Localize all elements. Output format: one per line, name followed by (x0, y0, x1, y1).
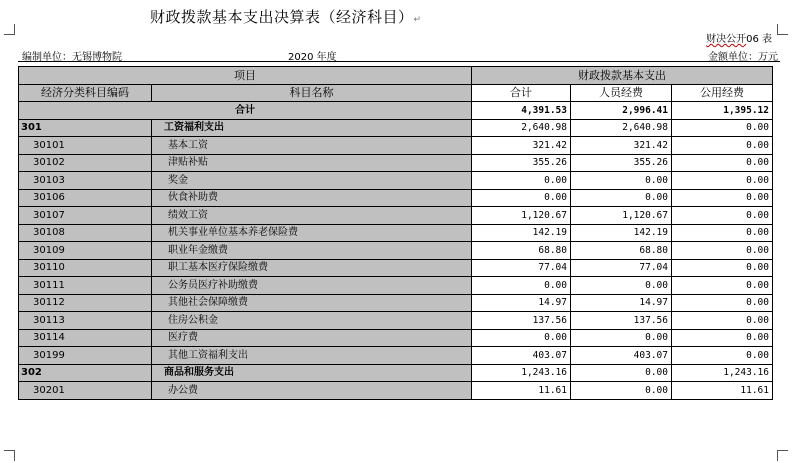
document-title (150, 6, 422, 27)
cell-code: 30111 (19, 277, 152, 295)
header-total: 合计 (472, 84, 571, 102)
cell-public: 0.00 (672, 154, 773, 172)
table-row (19, 154, 773, 172)
cell-code: 30199 (19, 347, 152, 365)
table-row (19, 172, 773, 190)
cell-personnel: 355.26 (571, 154, 672, 172)
cell-public: 0.00 (672, 294, 773, 312)
cell-public: 1,243.16 (672, 364, 773, 382)
cell-personnel: 321.42 (571, 137, 672, 155)
cell-name: 职工基本医疗保险缴费 (152, 259, 472, 277)
cell-total: 403.07 (472, 347, 571, 365)
cell-public: 0.00 (672, 259, 773, 277)
cell-name: 商品和服务支出 (152, 364, 472, 382)
cell-code: 30108 (19, 224, 152, 242)
cell-total: 0.00 (472, 172, 571, 190)
cell-code: 30109 (19, 242, 152, 260)
cell-public: 0.00 (672, 137, 773, 155)
cell-name: 其他社会保障缴费 (152, 294, 472, 312)
crop-mark-top-left (4, 24, 15, 35)
cell-total: 0.00 (472, 277, 571, 295)
crop-mark-top-right (777, 24, 788, 35)
cell-total: 142.19 (472, 224, 571, 242)
cell-code: 30201 (19, 382, 152, 400)
cell-personnel: 0.00 (571, 277, 672, 295)
cell-code: 30102 (19, 154, 152, 172)
cell-name: 医疗费 (152, 329, 472, 347)
cell-code: 30114 (19, 329, 152, 347)
crop-mark-bottom-right (777, 450, 788, 461)
table-row (19, 312, 773, 330)
cell-total: 137.56 (472, 312, 571, 330)
cell-public: 0.00 (672, 119, 773, 137)
cell-total: 355.26 (472, 154, 571, 172)
cell-total: 68.80 (472, 242, 571, 260)
cell-name: 住房公积金 (152, 312, 472, 330)
cell-name: 奖金 (152, 172, 472, 190)
paragraph-mark-icon: ↵ (413, 15, 422, 25)
table-row (19, 119, 773, 137)
divider (18, 61, 780, 62)
cell-personnel: 137.56 (571, 312, 672, 330)
fiscal-year: 2020 年度 (288, 52, 337, 63)
cell-code: 302 (19, 364, 152, 382)
amount-unit: 金额单位：万元 (708, 52, 778, 63)
cell-total: 77.04 (472, 259, 571, 277)
cell-name: 伙食补助费 (152, 189, 472, 207)
cell-total: 1,120.67 (472, 207, 571, 225)
cell-total: 2,640.98 (472, 119, 571, 137)
table-row (19, 347, 773, 365)
table-row (19, 137, 773, 155)
header-code: 经济分类科目编码 (19, 84, 152, 102)
cell-code: 30112 (19, 294, 152, 312)
cell-personnel: 2,640.98 (571, 119, 672, 137)
table-row (19, 242, 773, 260)
cell-name: 基本工资 (152, 137, 472, 155)
cell-public: 0.00 (672, 329, 773, 347)
cell-total: 14.97 (472, 294, 571, 312)
header-name: 科目名称 (152, 84, 472, 102)
cell-public: 0.00 (672, 224, 773, 242)
title-text: 财政拨款基本支出决算表（经济科目） (150, 8, 414, 26)
cell-personnel: 77.04 (571, 259, 672, 277)
cell-personnel: 0.00 (571, 172, 672, 190)
crop-mark-bottom-left (4, 450, 15, 461)
total-personnel: 2,996.41 (571, 102, 672, 120)
cell-total: 0.00 (472, 189, 571, 207)
cell-total: 321.42 (472, 137, 571, 155)
table-row (19, 224, 773, 242)
cell-personnel: 1,120.67 (571, 207, 672, 225)
cell-code: 30106 (19, 189, 152, 207)
table-row (19, 294, 773, 312)
table-row (19, 277, 773, 295)
cell-code: 30110 (19, 259, 152, 277)
header-personnel: 人员经费 (571, 84, 672, 102)
cell-personnel: 68.80 (571, 242, 672, 260)
cell-personnel: 0.00 (571, 329, 672, 347)
cell-name: 职业年金缴费 (152, 242, 472, 260)
table-row (19, 207, 773, 225)
cell-total: 0.00 (472, 329, 571, 347)
table-row (19, 189, 773, 207)
cell-name: 津贴补贴 (152, 154, 472, 172)
cell-public: 0.00 (672, 189, 773, 207)
cell-total: 11.61 (472, 382, 571, 400)
cell-name: 其他工资福利支出 (152, 347, 472, 365)
table-row (19, 329, 773, 347)
cell-code: 30103 (19, 172, 152, 190)
cell-name: 机关事业单位基本养老保险费 (152, 224, 472, 242)
cell-personnel: 14.97 (571, 294, 672, 312)
cell-code: 30113 (19, 312, 152, 330)
cell-personnel: 0.00 (571, 189, 672, 207)
cell-personnel: 142.19 (571, 224, 672, 242)
cell-name: 工资福利支出 (152, 119, 472, 137)
cell-name: 公务员医疗补助缴费 (152, 277, 472, 295)
table-row (19, 382, 773, 400)
cell-public: 0.00 (672, 172, 773, 190)
table-row (19, 364, 773, 382)
cell-name: 绩效工资 (152, 207, 472, 225)
form-number (706, 30, 772, 45)
cell-public: 11.61 (672, 382, 773, 400)
cell-public: 0.00 (672, 207, 773, 225)
cell-code: 30107 (19, 207, 152, 225)
cell-code: 30101 (19, 137, 152, 155)
header-row-1 (19, 67, 773, 85)
cell-public: 0.00 (672, 277, 773, 295)
total-row (19, 102, 773, 120)
cell-public: 0.00 (672, 347, 773, 365)
cell-public: 0.00 (672, 312, 773, 330)
cell-total: 1,243.16 (472, 364, 571, 382)
cell-personnel: 0.00 (571, 364, 672, 382)
cell-code: 301 (19, 119, 152, 137)
cell-name: 办公费 (152, 382, 472, 400)
header-row-2 (19, 84, 773, 102)
form-number-prefix: 财决公开 (706, 34, 747, 45)
meta-row (18, 48, 778, 62)
total-public: 1,395.12 (672, 102, 773, 120)
cell-personnel: 0.00 (571, 382, 672, 400)
cell-personnel: 403.07 (571, 347, 672, 365)
total-label: 合计 (19, 102, 472, 120)
header-project: 项目 (19, 67, 472, 85)
header-public: 公用经费 (672, 84, 773, 102)
expenditure-table (18, 66, 773, 400)
compiling-unit: 编制单位：无锡博物院 (22, 52, 122, 63)
total-amount: 4,391.53 (472, 102, 571, 120)
header-appropriation: 财政拨款基本支出 (472, 67, 773, 85)
cell-public: 0.00 (672, 242, 773, 260)
form-number-suffix: 06 表 (746, 34, 772, 45)
table-body (19, 119, 773, 399)
table-row (19, 259, 773, 277)
